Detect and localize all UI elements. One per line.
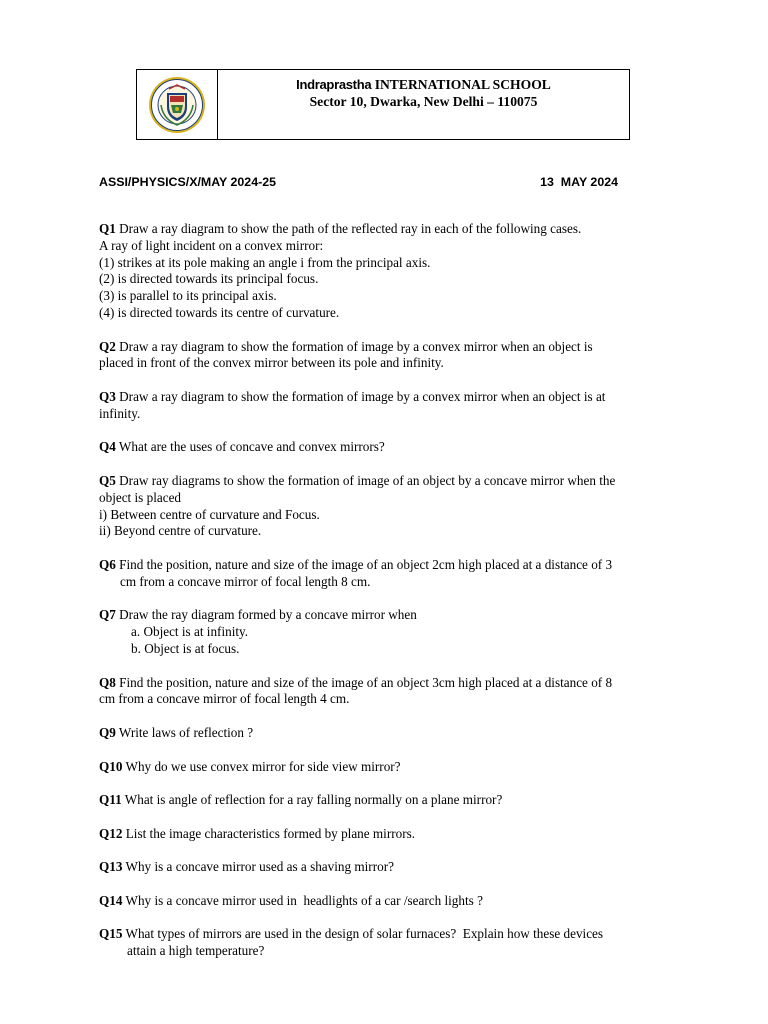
question-number: Q3: [99, 388, 116, 404]
question-number: Q8: [99, 674, 116, 690]
question-text: What types of mirrors are used in the design of solar furnaces? Explain how these devices: [125, 926, 604, 942]
question-text: What are the uses of concave and convex mirrors?: [118, 439, 385, 455]
question-q2: [99, 339, 659, 373]
school-crest-icon: [147, 75, 207, 135]
question-q15: [99, 926, 659, 960]
question-q9: [99, 725, 659, 742]
question-q14: [99, 893, 659, 910]
question-q1: [99, 221, 659, 322]
school-header-box: [136, 69, 630, 140]
logo-cell: [137, 70, 218, 139]
question-number: Q10: [99, 758, 123, 774]
question-option: (4) is directed towards its centre of curvature.: [99, 304, 340, 320]
question-number: Q6: [99, 556, 116, 572]
question-text: Draw a ray diagram to show the path of the reflected ray in each of the following cases.: [119, 221, 582, 236]
question-number: Q1: [99, 221, 116, 236]
question-q8: [99, 675, 659, 709]
question-q12: [99, 826, 659, 843]
question-q5: [99, 473, 659, 540]
question-option: (3) is parallel to its principal axis.: [99, 288, 277, 304]
question-text: Draw a ray diagram to show the formation of image by a convex mirror when an object is: [119, 338, 593, 354]
question-q11: [99, 792, 659, 809]
school-name-line: [218, 76, 629, 93]
question-number: Q9: [99, 724, 116, 740]
question-q6: [99, 557, 659, 591]
assignment-code: ASSI/PHYSICS/X/MAY 2024-25: [99, 175, 276, 189]
question-number: Q13: [99, 859, 123, 875]
question-number: Q5: [99, 472, 116, 488]
question-text: cm from a concave mirror of focal length 4 cm.: [99, 691, 350, 707]
assignment-date: 13 MAY 2024: [540, 175, 618, 189]
question-option: b. Object is at focus.: [131, 640, 240, 656]
question-number: Q14: [99, 892, 123, 908]
question-text: Why is a concave mirror used in headlights of a car /search lights ?: [125, 892, 483, 908]
question-q13: [99, 859, 659, 876]
question-option: a. Object is at infinity.: [131, 624, 249, 640]
school-name: INTERNATIONAL SCHOOL: [374, 77, 551, 92]
assignment-ref-line: [99, 174, 618, 191]
question-text: Draw a ray diagram to show the formation of image by a convex mirror when an object is at: [119, 388, 606, 404]
question-number: Q2: [99, 338, 116, 354]
question-option: (1) strikes at its pole making an angle i from the principal axis.: [99, 254, 431, 270]
question-number: Q11: [99, 792, 122, 808]
question-q4: [99, 439, 659, 456]
question-text: cm from a concave mirror of focal length 8 cm.: [120, 573, 371, 589]
questions-list: [99, 221, 659, 977]
question-number: Q15: [99, 926, 123, 942]
question-q10: [99, 759, 659, 776]
question-number: Q4: [99, 439, 116, 455]
question-number: Q12: [99, 825, 123, 841]
question-text: Why do we use convex mirror for side view mirror?: [125, 758, 401, 774]
school-address: Sector 10, Dwarka, New Delhi – 110075: [309, 94, 538, 109]
question-text: Draw the ray diagram formed by a concave mirror when: [119, 607, 417, 623]
question-text: Find the position, nature and size of the image of an object 3cm high placed at a distance of 8: [115, 674, 613, 690]
school-title-cell: [218, 70, 629, 139]
question-option: i) Between centre of curvature and Focus.: [99, 506, 320, 522]
question-text: A ray of light incident on a convex mirror:: [99, 237, 324, 253]
question-number: Q7: [99, 607, 116, 623]
question-text: What is angle of reflection for a ray falling normally on a plane mirror?: [124, 792, 503, 808]
question-option: ii) Beyond centre of curvature.: [99, 523, 262, 539]
question-text: object is placed: [99, 489, 182, 505]
question-text: List the image characteristics formed by plane mirrors.: [125, 825, 416, 841]
question-text: placed in front of the convex mirror between its pole and infinity.: [99, 355, 444, 371]
question-text: Draw ray diagrams to show the formation of image of an object by a concave mirror when the: [119, 472, 616, 488]
question-text: Why is a concave mirror used as a shaving mirror?: [125, 859, 394, 875]
question-text: infinity.: [99, 405, 141, 421]
question-option: (2) is directed towards its principal focus.: [99, 271, 319, 287]
question-text: attain a high temperature?: [127, 943, 265, 959]
question-text: Find the position, nature and size of the image of an object 2cm high placed at a distance of 3: [119, 556, 613, 572]
question-text: Write laws of reflection ?: [118, 724, 254, 740]
question-q7: [99, 607, 659, 657]
school-brand: Indraprastha: [296, 77, 372, 92]
question-q3: [99, 389, 659, 423]
